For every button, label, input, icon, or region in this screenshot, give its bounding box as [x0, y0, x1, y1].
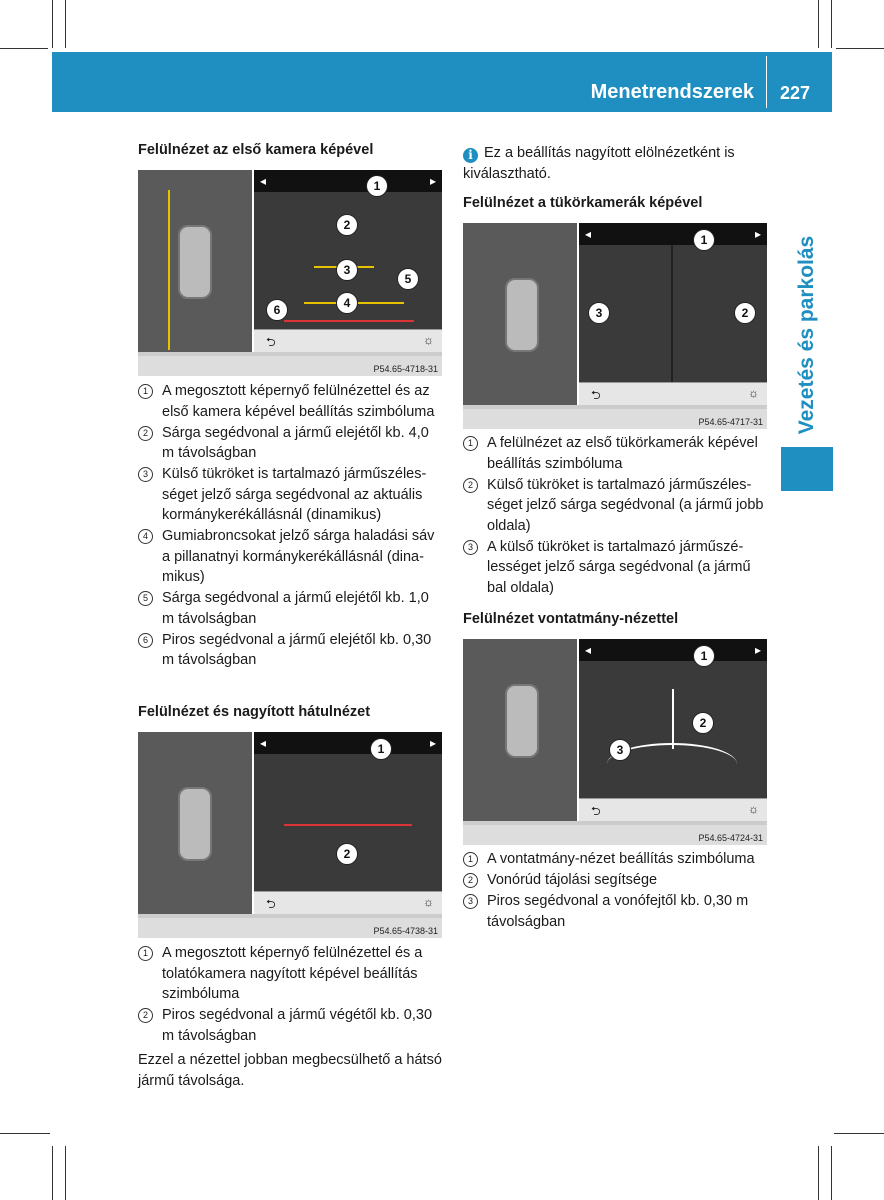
car-icon [178, 787, 212, 861]
callout: 1 [370, 738, 392, 760]
camera-bottom-bar: ⮌ ☼ [254, 329, 442, 352]
figure-topview [463, 639, 577, 821]
item-text: A felülnézet az első tükörkamerák képével beállítás szimbóluma [487, 435, 758, 472]
legend-list-front-camera [138, 381, 444, 671]
item-number: 2 [463, 478, 478, 493]
figure-caption-bar [463, 409, 767, 429]
item-number: 6 [138, 633, 153, 648]
list-item [138, 526, 444, 588]
header-divider [766, 56, 767, 108]
item-text: Külső tükröket is tartalmazó járműszélességet jelző sárga segédvonal az aktuális kormánykerékállásnál (dinamikus) [162, 466, 427, 523]
item-number: 2 [138, 426, 153, 441]
figure-code: P54.65-4738-31 [373, 926, 438, 936]
section-heading-trailer-view: Felülnézet vontatmány-nézettel [463, 611, 679, 627]
section-heading-mirror-cameras: Felülnézet a tükörkamerák képével [463, 195, 703, 211]
figure-topview [138, 170, 252, 352]
info-note [463, 143, 773, 184]
figure-topview [138, 732, 252, 914]
crop-mark [831, 1146, 832, 1200]
item-number: 1 [463, 436, 478, 451]
guide-line [168, 190, 170, 350]
callout: 4 [336, 292, 358, 314]
legend-list-rear-zoom [138, 943, 444, 1047]
callout: 2 [692, 712, 714, 734]
item-text: Sárga segédvonal a jármű elejétől kb. 4,0 m távolságban [162, 424, 429, 461]
crop-mark [0, 48, 48, 49]
item-number: 2 [138, 1008, 153, 1023]
crop-mark [65, 0, 66, 48]
item-number: 3 [463, 894, 478, 909]
page-number: 227 [779, 83, 810, 103]
crop-mark [52, 1146, 53, 1200]
callout: 1 [693, 645, 715, 667]
figure-code: P54.65-4717-31 [698, 417, 763, 427]
list-item [463, 870, 773, 891]
item-text: Piros segédvonal a jármű elejétől kb. 0,30 m távolságban [162, 631, 432, 668]
figure-front-camera [138, 170, 442, 376]
list-item [138, 943, 444, 1005]
chapter-tab-label: Vezetés és parkolás [795, 235, 818, 435]
crop-mark [836, 48, 884, 49]
camera-toolbar: ◂ ▸ [254, 170, 442, 192]
figure-caption-bar [138, 918, 442, 938]
list-item [138, 464, 444, 526]
list-item [138, 1005, 444, 1046]
figure-topview [463, 223, 577, 405]
callout: 3 [588, 302, 610, 324]
list-item [463, 475, 773, 537]
figure-mirror-cameras [463, 223, 767, 429]
item-number: 5 [138, 591, 153, 606]
item-number: 1 [138, 946, 153, 961]
item-text: A megosztott képernyő felülnézettel és az első kamera képével beállítás szimbóluma [162, 383, 435, 420]
red-guide-line [284, 824, 412, 826]
camera-toolbar: ◂ ▸ [579, 639, 767, 661]
callout: 1 [366, 175, 388, 197]
figure-code: P54.65-4718-31 [373, 364, 438, 374]
figure-camera-view [577, 639, 767, 821]
callout: 2 [734, 302, 756, 324]
list-item [138, 423, 444, 464]
item-text: Gumiabroncsokat jelző sárga haladási sáv a pillanatnyi kormánykerékállásnál (dinamikus) [162, 528, 435, 585]
section-heading-front-camera: Felülnézet az első kamera képével [138, 142, 374, 158]
item-text: A vontatmány-nézet beállítás szimbóluma [487, 851, 755, 867]
callout: 3 [609, 739, 631, 761]
item-number: 2 [463, 873, 478, 888]
section-heading-rear-zoom: Felülnézet és nagyított hátulnézet [138, 704, 371, 720]
callout: 1 [693, 229, 715, 251]
crop-mark [0, 1133, 50, 1134]
list-item [463, 537, 773, 599]
info-note-text: Ez a beállítás nagyított elölnézetként is kiválasztható. [463, 145, 735, 182]
camera-toolbar: ◂ ▸ [579, 223, 767, 245]
car-icon [505, 278, 539, 352]
page-header [52, 52, 832, 112]
crop-mark [65, 1146, 66, 1200]
list-item [138, 630, 444, 671]
crop-mark [818, 0, 819, 48]
item-text: A megosztott képernyő felülnézettel és a tolatókamera nagyított képével beállítás szimbóluma [162, 945, 423, 1002]
legend-list-mirror-cameras [463, 433, 773, 599]
crop-mark [818, 1146, 819, 1200]
item-text: Külső tükröket is tartalmazó járműszélességet jelző sárga segédvonal (a jármű jobb oldala) [487, 476, 764, 534]
chapter-tab [781, 225, 833, 445]
item-text: Sárga segédvonal a jármű elejétől kb. 1,0 m távolságban [162, 590, 429, 627]
camera-toolbar: ◂ ▸ [254, 732, 442, 754]
item-text: Piros segédvonal a jármű végétől kb. 0,30 m távolságban [162, 1007, 433, 1044]
section-title: Menetrendszerek [590, 81, 754, 103]
camera-bottom-bar: ⮌ ☼ [579, 798, 767, 821]
list-item [463, 849, 773, 870]
car-icon [505, 684, 539, 758]
mirror-split-line [671, 245, 673, 383]
list-item [463, 433, 773, 474]
item-text: A külső tükröket is tartalmazó járműszélességet jelző sárga segédvonal (a jármű bal oldala) [487, 538, 751, 596]
car-icon [178, 225, 212, 299]
item-number: 3 [463, 540, 478, 555]
camera-bottom-bar: ⮌ ☼ [579, 382, 767, 405]
crop-mark [52, 0, 53, 48]
item-text: Vonórúd tájolási segítsége [487, 872, 658, 888]
callout: 5 [397, 268, 419, 290]
callout: 2 [336, 214, 358, 236]
legend-list-trailer-view [463, 849, 773, 933]
figure-camera-view [252, 732, 442, 914]
figure-caption-bar [463, 825, 767, 845]
figure-trailer-view [463, 639, 767, 845]
item-text: Piros segédvonal a vonófejtől kb. 0,30 m távolságban [487, 893, 749, 930]
tow-bar-guide [672, 689, 674, 749]
item-number: 4 [138, 529, 153, 544]
callout: 3 [336, 259, 358, 281]
callout: 2 [336, 843, 358, 865]
camera-bottom-bar: ⮌ ☼ [254, 891, 442, 914]
red-guide-line [284, 320, 414, 322]
figure-code: P54.65-4724-31 [698, 833, 763, 843]
list-item [138, 381, 444, 422]
figure-caption-bar [138, 356, 442, 376]
crop-mark [834, 1133, 884, 1134]
list-item [463, 891, 773, 932]
item-number: 1 [463, 852, 478, 867]
item-number: 1 [138, 384, 153, 399]
crop-mark [831, 0, 832, 48]
item-number: 3 [138, 467, 153, 482]
figure-rear-zoom [138, 732, 442, 938]
chapter-tab-block [781, 447, 833, 491]
callout: 6 [266, 299, 288, 321]
body-paragraph: Ezzel a nézettel jobban megbecsülhető a hátsó jármű távolsága. [138, 1052, 442, 1089]
list-item [138, 588, 444, 629]
info-icon: i [463, 148, 478, 163]
